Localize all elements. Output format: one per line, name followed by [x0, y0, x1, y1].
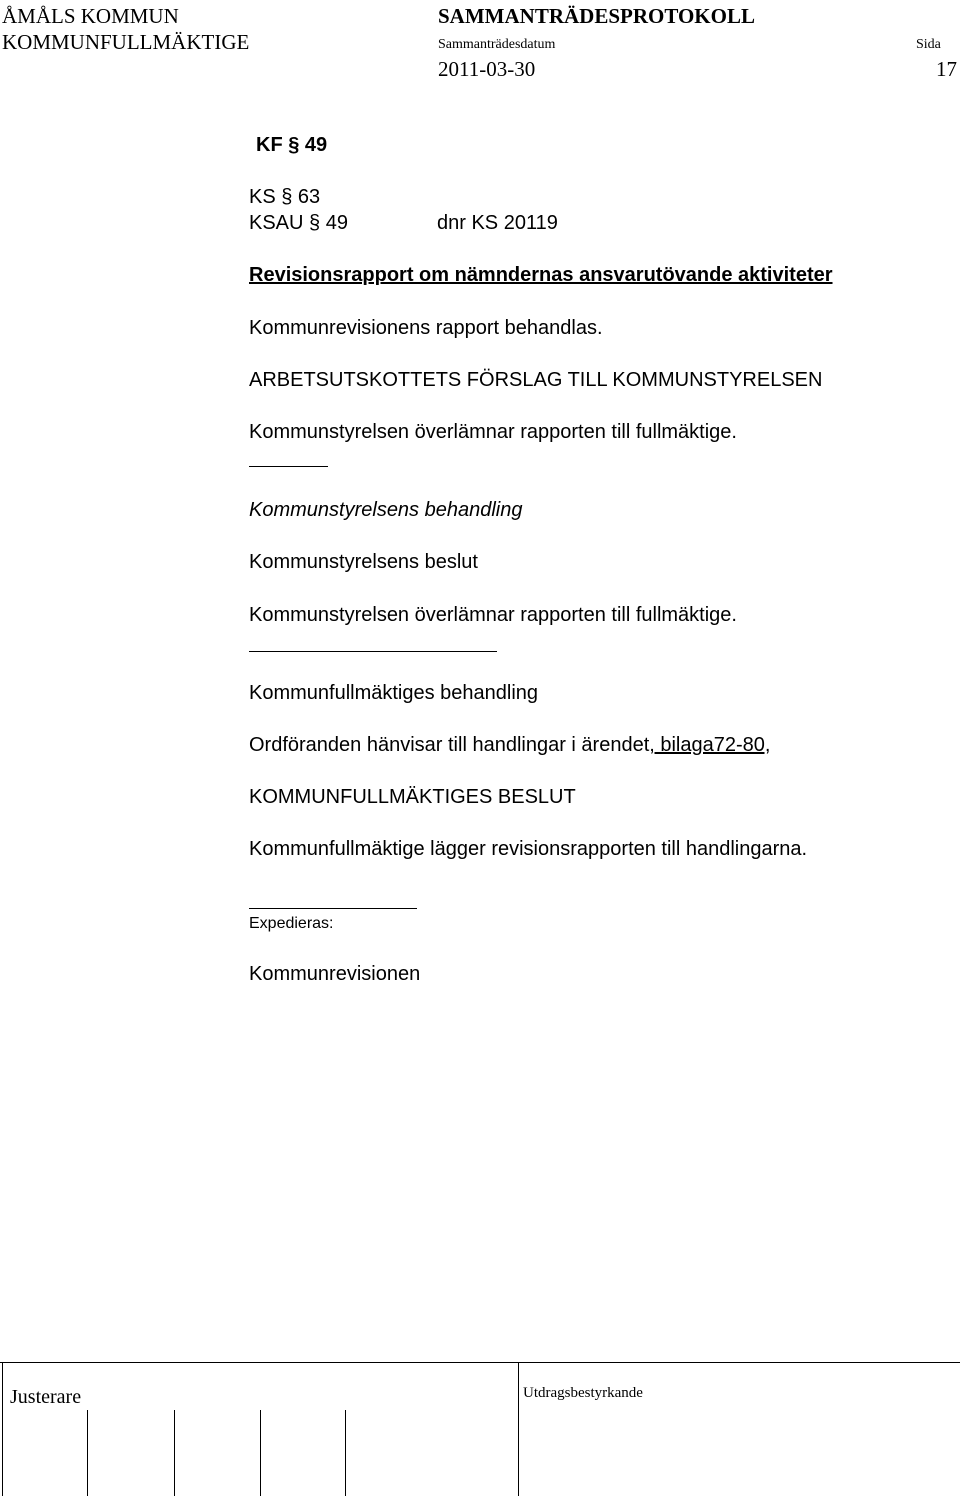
attachment-reference: , bilaga72-80,: [649, 734, 771, 756]
separator-long: [249, 651, 497, 652]
kf-handling-text-main: Ordföranden hänvisar till handlingar i ärendet: [249, 734, 650, 756]
utdragsbestyrkande-label: Utdragsbestyrkande: [523, 1385, 643, 1401]
kf-paragraph: KF § 49: [256, 134, 328, 156]
separator-short: [249, 466, 328, 467]
ks-paragraph: KS § 63: [249, 186, 321, 208]
signature-divider-3: [260, 1410, 261, 1496]
kf-handling-text: [249, 734, 770, 757]
document-type: SAMMANTRÄDESPROTOKOLL: [438, 4, 755, 28]
ks-handling-heading: Kommunstyrelsens behandling: [249, 499, 523, 521]
expedieras-recipient: Kommunrevisionen: [249, 963, 421, 985]
au-proposal-heading: ARBETSUTSKOTTETS FÖRSLAG TILL KOMMUNSTYRELSEN: [249, 369, 823, 391]
municipality-name: ÅMÅLS KOMMUN: [2, 4, 179, 28]
kf-handling-heading: Kommunfullmäktiges behandling: [249, 682, 539, 704]
page-label: Sida: [916, 37, 941, 52]
page-number: 17: [936, 57, 957, 81]
committee-name: KOMMUNFULLMÄKTIGE: [2, 30, 250, 54]
footer-box-middle-divider: [518, 1362, 519, 1496]
justerare-label: Justerare: [10, 1386, 82, 1408]
separator-expedieras: [249, 908, 417, 909]
ksau-paragraph: KSAU § 49: [249, 212, 348, 234]
ks-decision-heading: Kommunstyrelsens beslut: [249, 551, 478, 573]
date-label: Sammanträdesdatum: [438, 37, 556, 52]
intro-text: Kommunrevisionens rapport behandlas.: [249, 317, 603, 339]
kf-decision-text: Kommunfullmäktige lägger revisionsrapporten till handlingarna.: [249, 838, 808, 860]
footer-box-left-edge: [2, 1362, 3, 1496]
au-proposal-text: Kommunstyrelsen överlämnar rapporten till fullmäktige.: [249, 421, 737, 443]
footer-rule: [0, 1362, 960, 1363]
signature-divider-1: [87, 1410, 88, 1496]
ks-decision-text: Kommunstyrelsen överlämnar rapporten till fullmäktige.: [249, 604, 737, 626]
diary-number: dnr KS 20119: [437, 212, 558, 234]
expedieras-label: Expedieras:: [249, 915, 334, 932]
case-title: Revisionsrapport om nämndernas ansvarutövande aktiviteter: [249, 264, 833, 286]
signature-divider-2: [174, 1410, 175, 1496]
kf-decision-heading: KOMMUNFULLMÄKTIGES BESLUT: [249, 786, 576, 808]
meeting-date: 2011-03-30: [438, 57, 536, 81]
signature-divider-4: [345, 1410, 346, 1496]
